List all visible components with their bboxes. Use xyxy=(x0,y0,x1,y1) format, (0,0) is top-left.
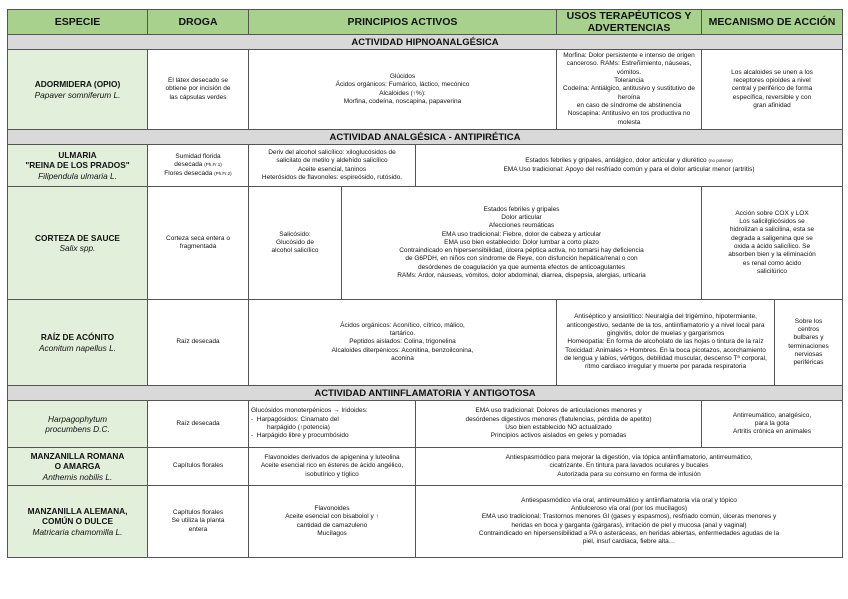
mecanismo-sauce: Acción sobre COX y LOX Los salicilglicósidos se hidrolizan a salicilina, esta se degrada a saligenina que se oxida a ácido salicílico. Se absorben bien y la eliminación es renal como ácido salicilúrico xyxy=(702,187,843,300)
usos-harpago: EMA uso tradicional: Dolores de articulaciones menores y desórdenes digestivos menores (flatulencias, pérdida de apetito) Uso bien establecido NO actualizado Principios activos aislados en geles y pomadas xyxy=(416,401,702,448)
table-row xyxy=(8,401,843,448)
species-manzanilla-alemana: MANZANILLA ALEMANA, COMÚN O DULCE Matricaria chamomilla L. xyxy=(8,486,148,558)
header-row xyxy=(8,10,843,35)
section-analgesica: ACTIVIDAD ANALGÉSICA - ANTIPIRÉTICA xyxy=(8,130,843,145)
header-principios: PRINCIPIOS ACTIVOS xyxy=(249,10,557,35)
mecanismo-adormidera: Los alcaloides se unen a los receptores opioides a nivel central y periférico de forma específica, reversible y con gran afinidad xyxy=(702,50,843,130)
mecanismo-aconito: Sobre los centros bulbares y terminaciones nerviosas periféricas xyxy=(775,300,843,386)
section-row xyxy=(8,35,843,50)
section-antiinflamatoria: ACTIVIDAD ANTIINFLAMATORIA Y ANTIGOTOSA xyxy=(8,386,843,401)
table-row xyxy=(8,448,843,486)
header-especie: ESPECIE xyxy=(8,10,148,35)
principios-ulmaria: Deriv del alcohol salicílico: xiloglucósidos de salicilato de metilo y aldehído salicílico Aceite esencial, taninos Heterósidos de flavonoles: espireósido, rutósido. xyxy=(249,145,416,187)
principios-manzanilla-alemana: Flavonoides Aceite esencial con bisabolol y ↑ cantidad de camazuleno Mucílagos xyxy=(249,486,416,558)
section-hipnoanalgesica: ACTIVIDAD HIPNOANALGÉSICA xyxy=(8,35,843,50)
usos-manzanilla-romana: Antiespasmódico para mejorar la digestión, vía tópica antiinflamatorio, antirreumático, cicatrizante. En tintura para lavados oculares y bucales Autorizada para su consumo en forma de infusión xyxy=(416,448,843,486)
species-ulmaria: ULMARIA "REINA DE LOS PRADOS" Filipendula ulmaria L. xyxy=(8,145,148,187)
species-adormidera: ADORMIDERA (OPIO) Papaver somniferum L. xyxy=(8,50,148,130)
usos-adormidera: Morfina: Dolor persistente e intenso de origen canceroso. RAMs: Estreñimiento, náuseas, vómitos. Tolerancia Codeína: Antiálgico, antitusivo y sustitutivo de heroína en caso de síndrome de abstinencia Noscapina: Antitusivo en tos productiva no molesta xyxy=(557,50,702,130)
usos-sauce: Estados febriles y gripales Dolor articular Afecciones reumáticas EMA uso tradicional: Fiebre, dolor de cabeza y articular EMA uso bien establecido: Dolor lumbar a corto plazo Contraindicado en hipersensibilidad, úlcera péptica activa, no tomarsi hay deficiencia de G6PDH, en niños con síndrome de Reye, con disfunción hepática/renal o con desórdenes de coagulación ya que aumenta efectos de anticoagulantes RAMs: Ardor, náuseas, vómitos, dolor abdominal, diarrea, dispepsia, alergias, urticaria xyxy=(342,187,702,300)
table-row xyxy=(8,300,843,386)
principios-adormidera: Glúcidos Ácidos orgánicos: Fumárico, láctico, mecónico Alcaloides (↑%): Morfina, codeína, noscapina, papaverina xyxy=(249,50,557,130)
mecanismo-harpago: Antirreumático, analgésico, para la gota Artritis crónica en animales xyxy=(702,401,843,448)
droga-adormidera: El látex desecado se obtiene por incisión de las cápsulas verdes xyxy=(148,50,249,130)
droga-ulmaria: Sumidad florida desecada (Ph.Fr.1) Flores desecada (Ph.Fr.2) xyxy=(148,145,249,187)
header-droga: DROGA xyxy=(148,10,249,35)
table-row xyxy=(8,50,843,130)
species-manzanilla-romana: MANZANILLA ROMANA O AMARGA Anthemis nobilis L. xyxy=(8,448,148,486)
table-row xyxy=(8,486,843,558)
header-mecanismo: MECANISMO DE ACCIÓN xyxy=(702,10,843,35)
usos-ulmaria: Estados febriles y gripales, antiálgico, dolor articular y diurético (no potente) EMA Uso tradicional: Apoyo del resfriado común y para el dolor articular menor (artritis) xyxy=(416,145,843,187)
species-sauce: CORTEZA DE SAUCE Salix spp. xyxy=(8,187,148,300)
droga-manzanilla-alemana: Capítulos florales Se utiliza la planta entera xyxy=(148,486,249,558)
species-aconito: RAÍZ DE ACÓNITO Aconitum napellus L. xyxy=(8,300,148,386)
table-row xyxy=(8,145,843,187)
principios-harpago: Glucósidos monoterpénicos → Iridoides: - Harpagósidos: Cinamato del harpágido (↑potencia) - Harpágido libre y procumbósido xyxy=(249,401,416,448)
droga-aconito: Raíz desecada xyxy=(148,300,249,386)
usos-manzanilla-alemana: Antiespasmódico vía oral, antirreumático y antiinflamatoria vía oral y tópico Antiulceroso vía oral (por los mucílagos) EMA uso tradicional: Trastornos menores GI (gases y espasmos), resfriado común, úlceras menores y heridas en boca y garganta (gárgaras), irritación de piel y mucosa (anal y vaginal) Contraindicado en hipersensibilidad a PA o asteráceas, en heridas abiertas, enfermedades agudas de la piel, insuf cardiaca, fiebre alta… xyxy=(416,486,843,558)
droga-sauce: Corteza seca entera o fragmentada xyxy=(148,187,249,300)
droga-manzanilla-romana: Capítulos florales xyxy=(148,448,249,486)
section-row xyxy=(8,386,843,401)
droga-harpago: Raíz desecada xyxy=(148,401,249,448)
principios-manzanilla-romana: Flavonoides derivados de apigenina y luteolina Aceite esencial rico en ésteres de ácido angélico, isobutírico y tíglico xyxy=(249,448,416,486)
principios-sauce: Salicósido: Glucósido de alcohol salicílico xyxy=(249,187,342,300)
usos-aconito: Antiséptico y ansiolítico: Neuralgia del trigémino, hipotermiante, anticongestivo, sedante de la tos, antiinflamatorio y a nivel local para gingivitis, dolor de muelas y gargarismos Homeopatía: En forma de alcoholato de las hojas o tintura de la raíz Toxicidad: Animales > Hombres. En la boca picotazos, acorchamiento de lengua y labios, vértigos, debilidad muscular, descenso Tª corporal, ritmo cardiaco irregular y muerte por parada respiratoria xyxy=(557,300,775,386)
principios-aconito: Ácidos orgánicos: Aconítico, cítrico, málico, tartárico. Peptidos aislados: Colina, trigonelina Alcaloides diterpénicos: Aconitina, benzoilconina, aconina xyxy=(249,300,557,386)
table-row xyxy=(8,187,843,300)
section-row xyxy=(8,130,843,145)
species-harpago: Harpagophytum procumbens D.C. xyxy=(8,401,148,448)
header-usos: USOS TERAPÉUTICOS Y ADVERTENCIAS xyxy=(557,10,702,35)
pharmacology-table xyxy=(7,9,843,558)
